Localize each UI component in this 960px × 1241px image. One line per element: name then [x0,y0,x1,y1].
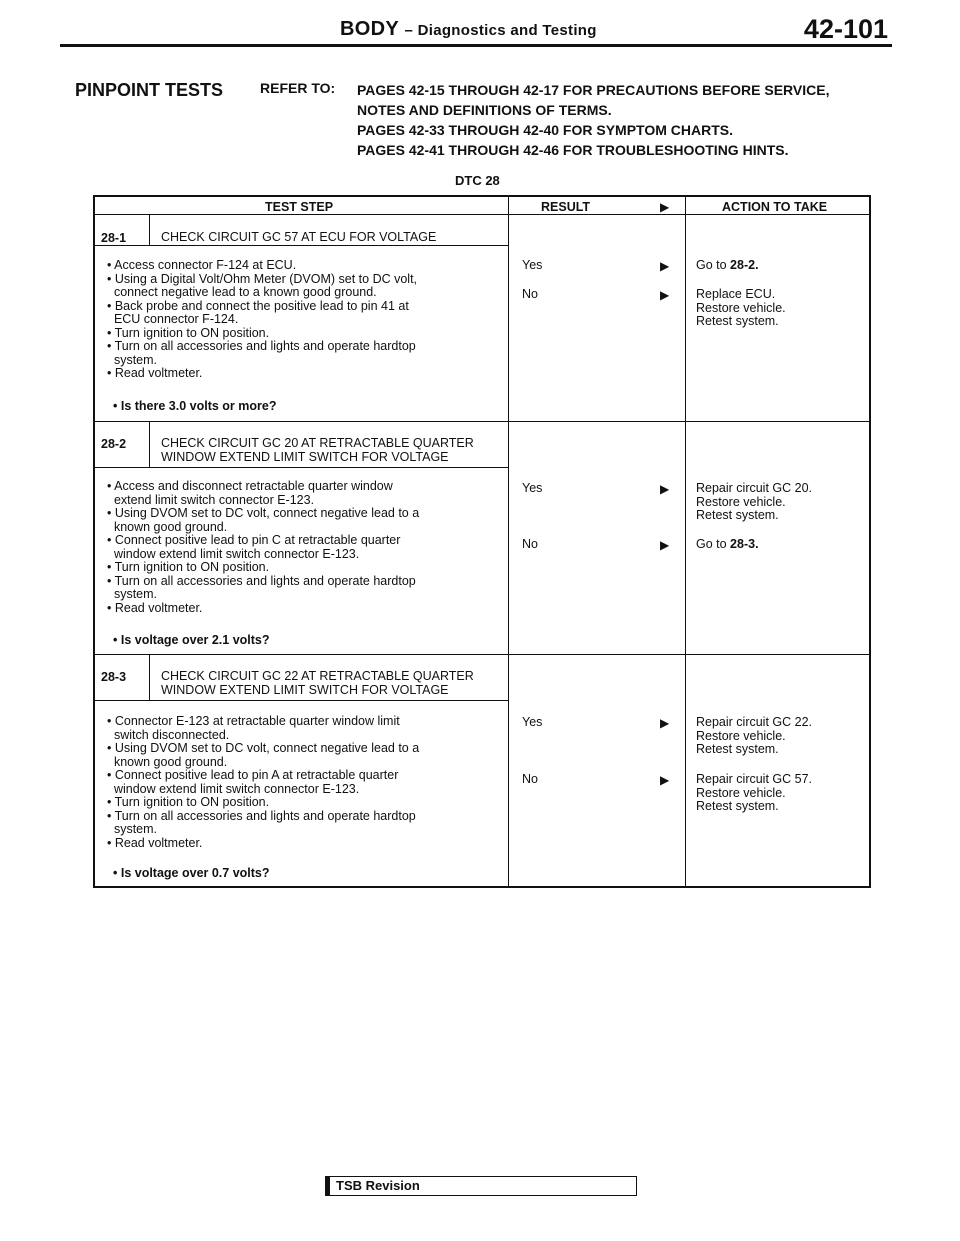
refer-lines [357,80,829,160]
action-text: Replace ECU. Restore vehicle. Retest system. [696,287,786,328]
result-yes: Yes [522,715,543,729]
result-yes: Yes [522,481,543,495]
step-question: • Is voltage over 2.1 volts? [113,633,270,647]
step-num-divider [149,654,150,700]
header-test-step: TEST STEP [265,200,334,214]
tsb-revision-box [325,1176,637,1196]
right-triangle-arrow-icon: ▶ [660,773,670,787]
refer-line: PAGES 42-33 THROUGH 42-40 FOR SYMPTOM CHARTS. [357,122,733,138]
step-title: CHECK CIRCUIT GC 57 AT ECU FOR VOLTAGE [161,230,437,244]
step-number: 28-1 [101,231,127,245]
step-divider [95,654,869,655]
header-divider [95,214,869,215]
action-text: Go to 28-3. [696,537,759,551]
result-no: No [522,537,538,551]
step-num-divider [149,215,150,245]
action-text: Repair circuit GC 57. Restore vehicle. Retest system. [696,772,813,813]
tsb-revision-label: TSB Revision [336,1178,420,1193]
action-text: Repair circuit GC 20. Restore vehicle. Retest system. [696,481,813,522]
header-result: RESULT [541,200,591,214]
right-triangle-arrow-icon: ▶ [660,482,670,496]
dtc-label: DTC 28 [455,173,500,188]
step-reference: 28-3. [730,537,759,551]
step-body: • Access connector F-124 at ECU. • Using a Digital Volt/Ohm Meter (DVOM) set to DC volt, connect negative lead to a known good ground. • Back probe and connect the positive lead to pin 41 at ECU connector F-124. • Turn ignition to ON position. • Turn on all accessories and lights and operate hardtop system. • Read voltmeter. [107,258,418,380]
step-title-divider [95,467,508,468]
refer-line: PAGES 42-15 THROUGH 42-17 FOR PRECAUTIONS BEFORE SERVICE, [357,82,830,98]
right-triangle-arrow-icon: ▶ [660,200,670,214]
step-question: • Is voltage over 0.7 volts? [113,866,270,880]
right-triangle-arrow-icon: ▶ [660,288,670,302]
result-yes: Yes [522,258,543,272]
header-subtitle: – Diagnostics and Testing [404,22,597,39]
step-number: 28-2 [101,437,127,451]
step-reference: 28-2. [730,258,759,272]
header-title-main: BODY [340,18,399,40]
step-question: • Is there 3.0 volts or more? [113,399,277,413]
step-title: CHECK CIRCUIT GC 22 AT RETRACTABLE QUARTER WINDOW EXTEND LIMIT SWITCH FOR VOLTAGE [161,669,474,697]
result-no: No [522,772,538,786]
column-divider [685,197,686,886]
header-action: ACTION TO TAKE [722,200,828,214]
result-no: No [522,287,538,301]
step-num-divider [149,421,150,467]
section-title: PINPOINT TESTS [75,80,224,100]
action-text: Repair circuit GC 22. Restore vehicle. Retest system. [696,715,813,756]
page-header [60,14,892,47]
right-triangle-arrow-icon: ▶ [660,538,670,552]
step-body: • Connector E-123 at retractable quarter window limit switch disconnected. • Using DVOM set to DC volt, connect negative lead to a known good ground. • Connect positive lead to pin A at retractable quarter window extend limit switch connector E-123. • Turn ignition to ON position. • Turn on all accessories and lights and operate hardtop system. • Read voltmeter. [107,714,420,850]
pinpoint-test-table [93,195,871,888]
step-title: CHECK CIRCUIT GC 20 AT RETRACTABLE QUARTER WINDOW EXTEND LIMIT SWITCH FOR VOLTAGE [161,436,474,464]
step-divider [95,421,869,422]
page-number: 42-101 [803,14,888,44]
step-title-divider [95,245,508,246]
action-text: Go to 28-2. [696,258,759,272]
refer-line: NOTES AND DEFINITIONS OF TERMS. [357,102,612,118]
step-number: 28-3 [101,670,127,684]
step-title-divider [95,700,508,701]
header-title [340,18,597,41]
right-triangle-arrow-icon: ▶ [660,716,670,730]
column-divider [508,197,509,886]
refer-label: REFER TO: [260,80,336,96]
refer-line: PAGES 42-41 THROUGH 42-46 FOR TROUBLESHOOTING HINTS. [357,142,789,158]
step-body: • Access and disconnect retractable quarter window extend limit switch connector E-123. • Using DVOM set to DC volt, connect negative lead to a known good ground. • Connect positive lead to pin C at retractable quarter window extend limit switch connector E-123. • Turn ignition to ON position. • Turn on all accessories and lights and operate hardtop system. • Read voltmeter. [107,479,420,615]
right-triangle-arrow-icon: ▶ [660,259,670,273]
